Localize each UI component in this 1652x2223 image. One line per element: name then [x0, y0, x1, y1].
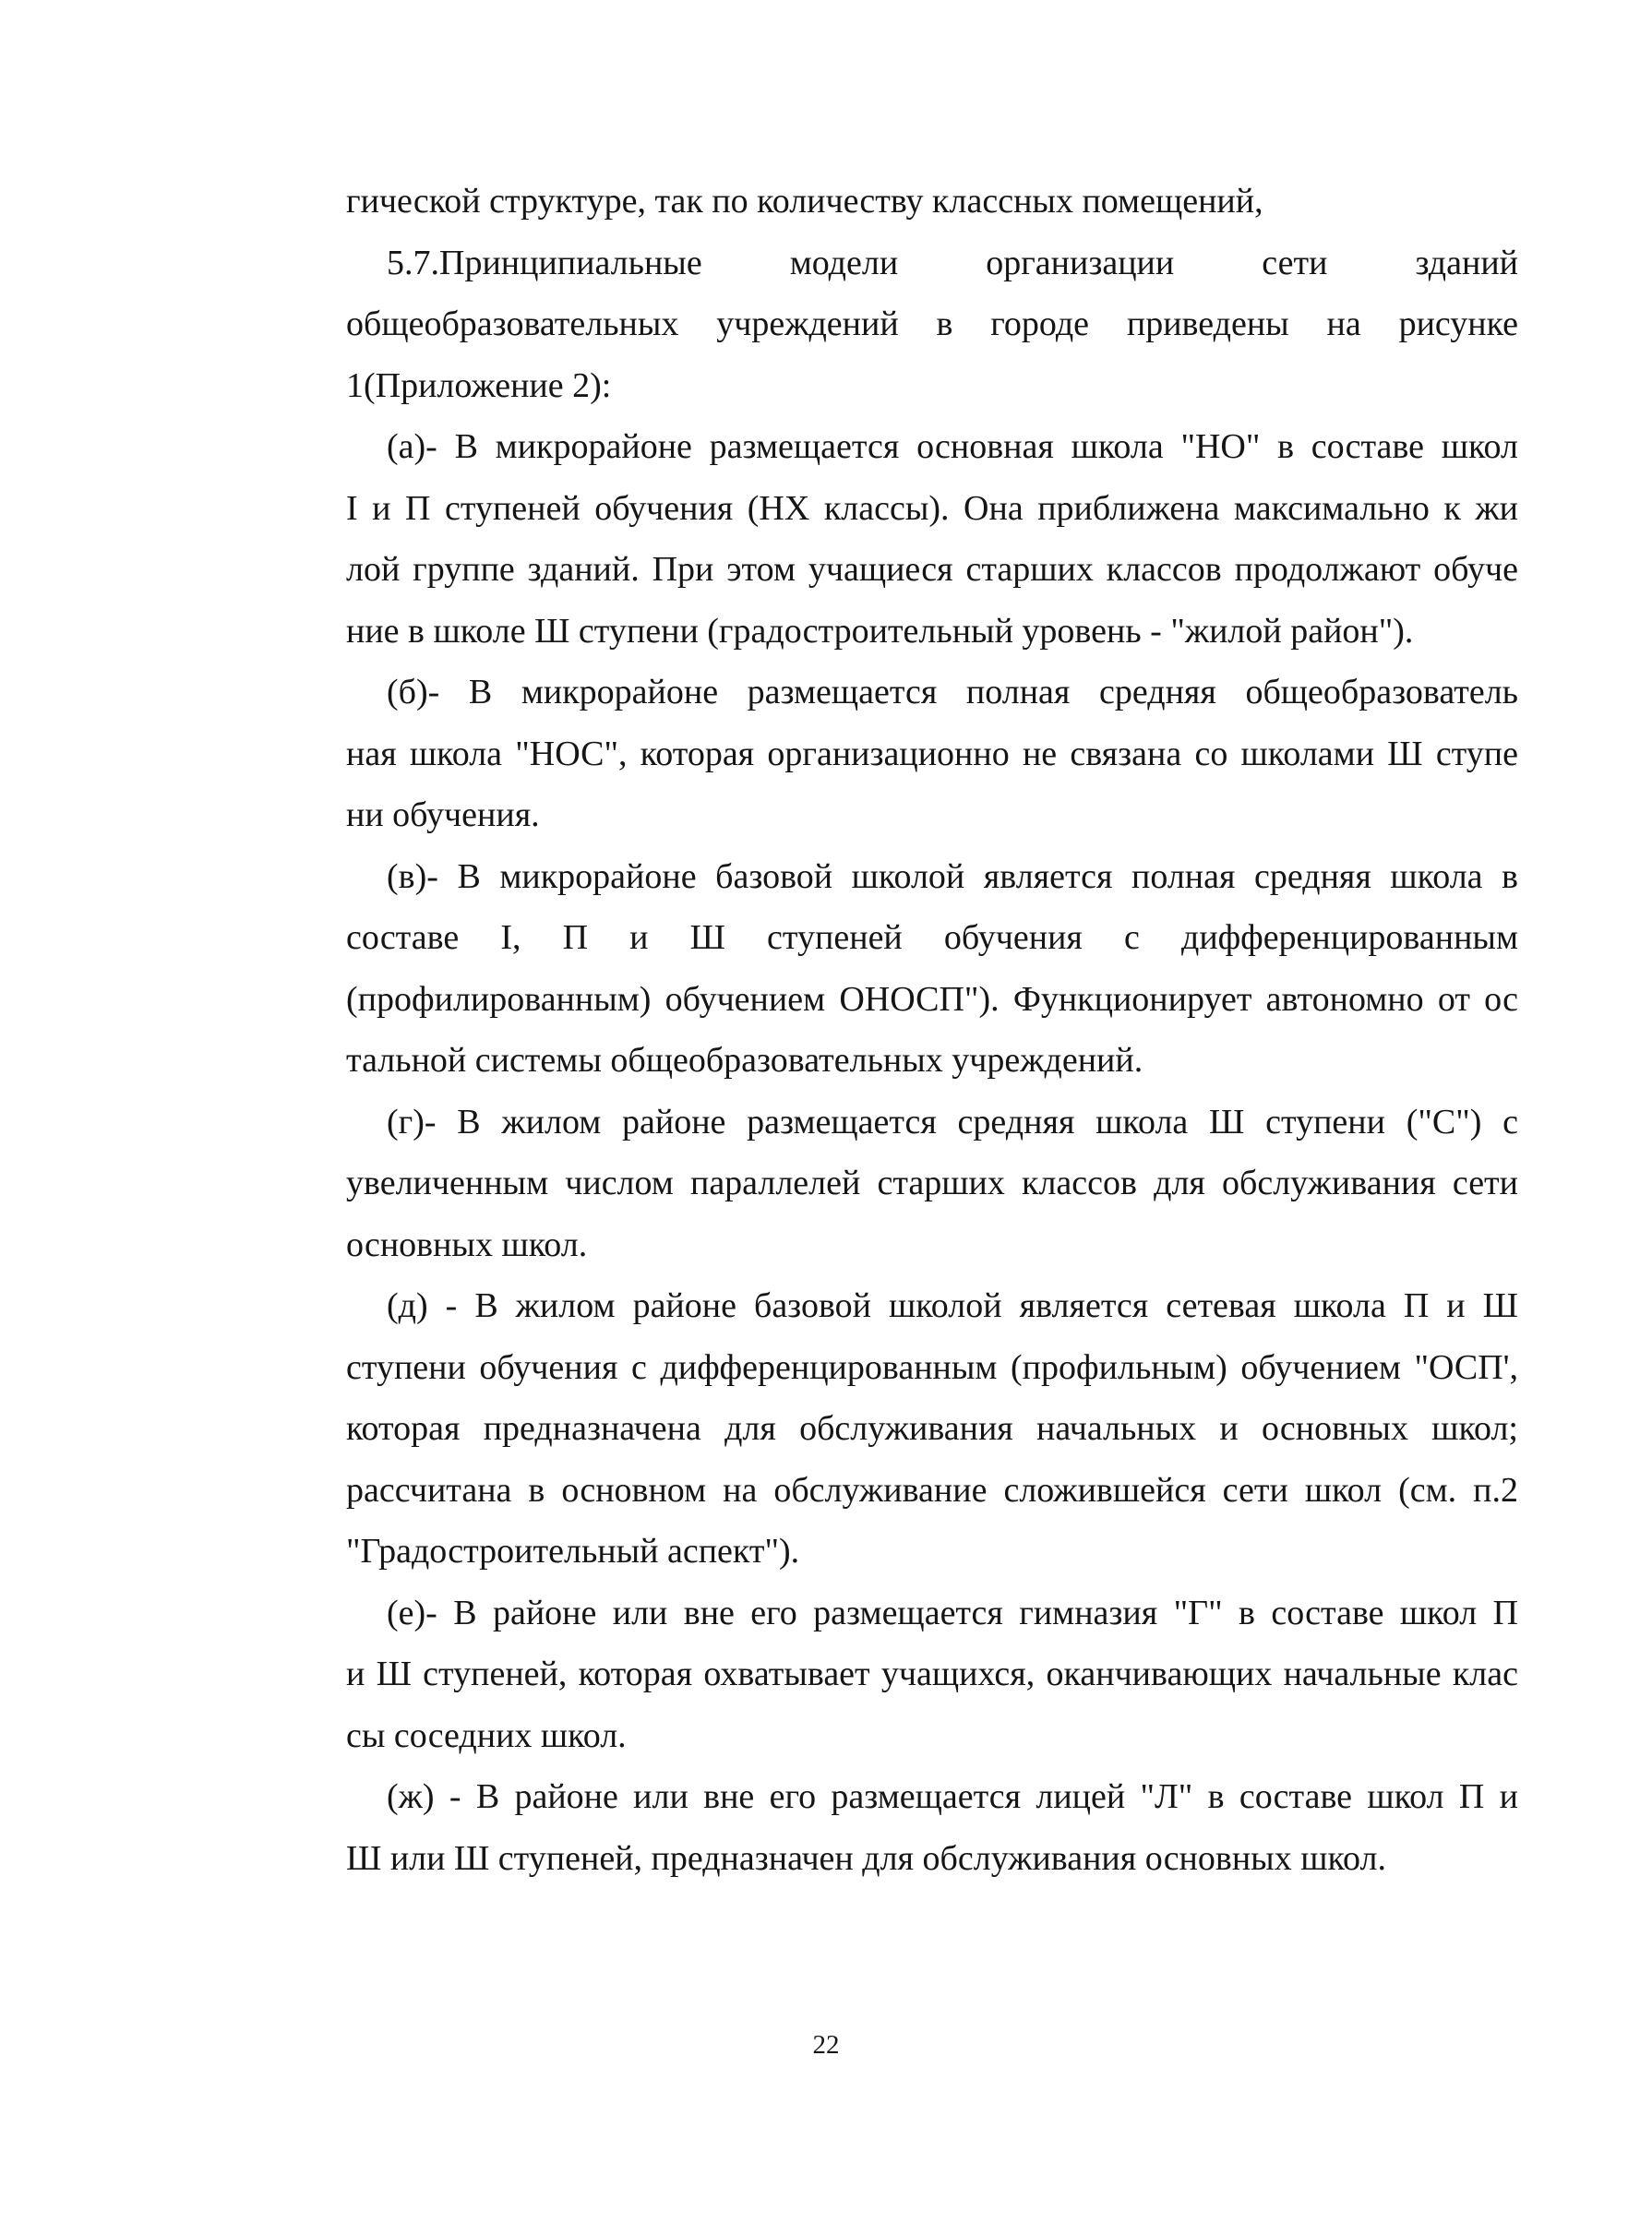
text-line: I и П ступеней обучения (НХ классы). Она приближена максимально к жи [346, 488, 1518, 528]
text-line: ступени обучения с дифференцированным (профильным) обучением "ОСП', [346, 1347, 1518, 1387]
text-line: (б)- В микрорайоне размещается полная средняя общеобразователь [387, 673, 1518, 711]
body-text [346, 171, 1518, 1889]
text-line: (а)- В микрорайоне размещается основная школа "НО" в составе школ [387, 427, 1518, 466]
text-line: "Градостроительный аспект"). [346, 1532, 800, 1571]
text-line: (г)- В жилом районе размещается средняя школа Ш ступени ("С") с [387, 1102, 1518, 1141]
text-line: (д) - В жилом районе базовой школой является сетевая школа П и Ш [387, 1286, 1518, 1325]
text-line: и Ш ступеней, которая охватывает учащихся, оканчивающих начальные клас [346, 1655, 1518, 1693]
text-line: (е)- В районе или вне его размещается гимназия "Г" в составе школ П [387, 1593, 1518, 1632]
text-line: увеличенным числом параллелей старших классов для обслуживания сети [346, 1164, 1518, 1202]
text-line: ная школа "НОС", которая организационно не связана со школами Ш ступе [346, 734, 1518, 773]
text-line: Ш или Ш ступеней, предназначен для обслуживания основных школ. [346, 1838, 1386, 1878]
text-line: (профилированным) обучением ОНОСП"). Функционирует автономно от ос [346, 979, 1518, 1019]
text-line: которая предназначена для обслуживания начальных и основных школ; [346, 1409, 1518, 1448]
text-line: составе I, П и Ш ступеней обучения с дифференцированным [346, 918, 1518, 957]
page-number: 22 [812, 2030, 840, 2060]
text-line: 5.7.Принципиальные модели организации сети зданий [387, 243, 1518, 282]
text-line: ние в школе Ш ступени (градостроительный уровень - "жилой район"). [346, 611, 1414, 651]
text-line: основных школ. [346, 1225, 588, 1264]
text-line: (в)- В микрорайоне базовой школой является полная средняя школа в [387, 856, 1518, 896]
text-line: (ж) - В районе или вне его размещается лицей "Л" в составе школ П и [387, 1777, 1518, 1816]
text-line: рассчитана в основном на обслуживание сложившейся сети школ (см. п.2 [346, 1470, 1518, 1510]
text-line: лой группе зданий. При этом учащиеся старших классов продолжают обуче [346, 550, 1518, 589]
text-line: общеобразовательных учреждений в городе приведены на рисунке [346, 305, 1518, 343]
text-line: сы соседних школ. [346, 1715, 627, 1755]
text-line: гической структуре, так по количеству классных помещений, [346, 182, 1263, 221]
text-line: тальной системы общеобразовательных учреждений. [346, 1041, 1143, 1080]
text-line: ни обучения. [346, 795, 540, 834]
text-line: 1(Приложение 2): [346, 365, 612, 405]
